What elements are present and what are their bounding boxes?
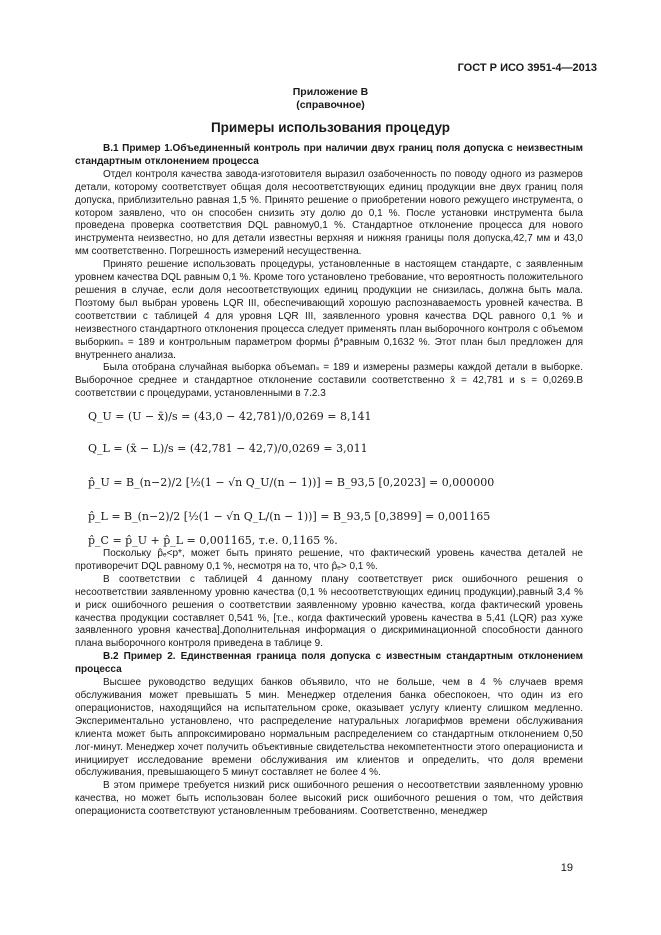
section-1-continued — [75, 548, 583, 819]
formula-qu: Q_U = (U − x̄)/s = (43,0 − 42,781)/0,0269 = 8,141 — [88, 410, 372, 423]
paragraph: Высшее руководство ведущих банков объявило, что не больше, чем в 4 % случаев время обслуживания может превышать 5 мин. Менеджер отделения банка обеспокоен, что один из его операционистов, находящийся на испытательном сроке, оказывает услугу клиенту слишком медленно. Экспериментально установлено, что распределение натуральных логарифмов времени обслуживания клиента может быть аппроксимировано нормальным распределением со стандартным отклонением 0,50 лог-минут. Менеджер хочет получить объективные свидетельства некомпетентности этого операциониста и инициирует исследование времени обслуживания им клиентов и определить, что доля времени обслуживания, превышающего 5 минут составляет не более 4 %. — [75, 677, 583, 779]
appendix-title: Приложение В — [292, 86, 369, 98]
paragraph: Поскольку p̂ₑ<p*, может быть принято решение, что фактический уровень качества деталей не противоречит DQL равному 0,1 %, несмотря на то, что p̂ₑ> 0,1 %. — [75, 548, 583, 572]
paragraph: Отдел контроля качества завода-изготовителя выразил озабоченность по поводу одного из размеров детали, которому соответствует общая доля несоответствующих единиц продукции вне двух границ поля допуска, приблизительно равная 1,5 %. Принято решение о приобретении нового режущего инструмента, о котором заявлено, что он способен снизить эту долю до 0,1 %. После установки инструмента была проведена проверка соответствия DQL равному0,1 %. Стандартное отклонение процесса для нового инструмента неизвестно, но для детали известны верхняя и нижняя границы поля допуска,42,7 мм и 43,0 мм соответственно. Погрешность измерений несущественна. — [75, 168, 583, 258]
main-title: Примеры использования процедур — [210, 120, 451, 135]
formula-pc: p̂_C = p̂_U + p̂_L = 0,001165, т.е. 0,1165 %. — [88, 534, 338, 547]
paragraph: Была отобрана случайная выборка объемаnₛ = 189 и измерены размеры каждой детали в выборке. Выборочное среднее и стандартное отклонение составили соответственно x̄ = 42,781 и s = 0,0269.В соответствии с процедурами, установленными в 7.2.3 — [75, 362, 583, 400]
formula-pl: p̂_L = B_(n−2)/2 [½(1 − √n Q_L/(n − 1))] = B_93,5 [0,3899] = 0,001165 — [88, 510, 491, 523]
page-number: 19 — [560, 862, 573, 874]
paragraph: Принято решение использовать процедуры, установленные в настоящем стандарте, с заявленным уровнем качества DQL равным 0,1 %. Кроме того установлено требование, что вероятность положительного решения в случае, если доля несоответствующих единиц продукции не снизилась, должна быть мала. Поэтому был выбран уровень LQR III, обеспечивающий хорошую распознаваемость уровней качества. В соответствии с таблицей 4 для уровня LQR III, заявленного уровня качества DQL равного 0,1 % и неизвестного стандартного отклонения процесса следует применять план выборочного контроля с объемом выборкиnₛ = 189 и контрольным параметром формы p̂*равным 0,1632 %. Этот план был предложен для внутреннего анализа. — [75, 259, 583, 361]
paragraph: В соответствии с таблицей 4 данному плану соответствует риск ошибочного решения о несоответствии заявленному уровню качества (0,1 % несоответствующих единиц продукции),равный 3,4 % и риск ошибочного решения о соответствии заявленному уровню качества, когда фактический уровень качества продукции составляет 0,541 %, [т.е., когда фактический уровень качества в 5,41 (LQR) раз хуже заявленного уровня качества].Дополнительная информация о дискриминационной способности данного плана выборочного контроля приведена в таблице 9. — [75, 573, 583, 650]
appendix-subtitle: (справочное) — [296, 99, 365, 111]
standard-header: ГОСТ Р ИСО 3951-4—2013 — [457, 62, 597, 74]
section-2-heading: В.2 Пример 2. Единственная граница поля допуска с известным стандартным отклонением процесса — [75, 651, 583, 676]
formula-pu: p̂_U = B_(n−2)/2 [½(1 − √n Q_U/(n − 1))] = B_93,5 [0,2023] = 0,000000 — [88, 476, 495, 489]
paragraph: В этом примере требуется низкий риск ошибочного решения о несоответствии заявленному уровню качества, но может быть использован более высокий риск ошибочного решения о том, что действия операциониста соответствуют установленным требованиям. Соответственно, менеджер — [75, 780, 583, 818]
section-1-heading: В.1 Пример 1.Объединенный контроль при наличии двух границ поля допуска с неизвестным стандартным отклонением процесса — [75, 143, 583, 167]
formula-ql: Q_L = (x̄ − L)/s = (42,781 − 42,7)/0,0269 = 3,011 — [88, 442, 368, 455]
section-1 — [75, 143, 583, 401]
